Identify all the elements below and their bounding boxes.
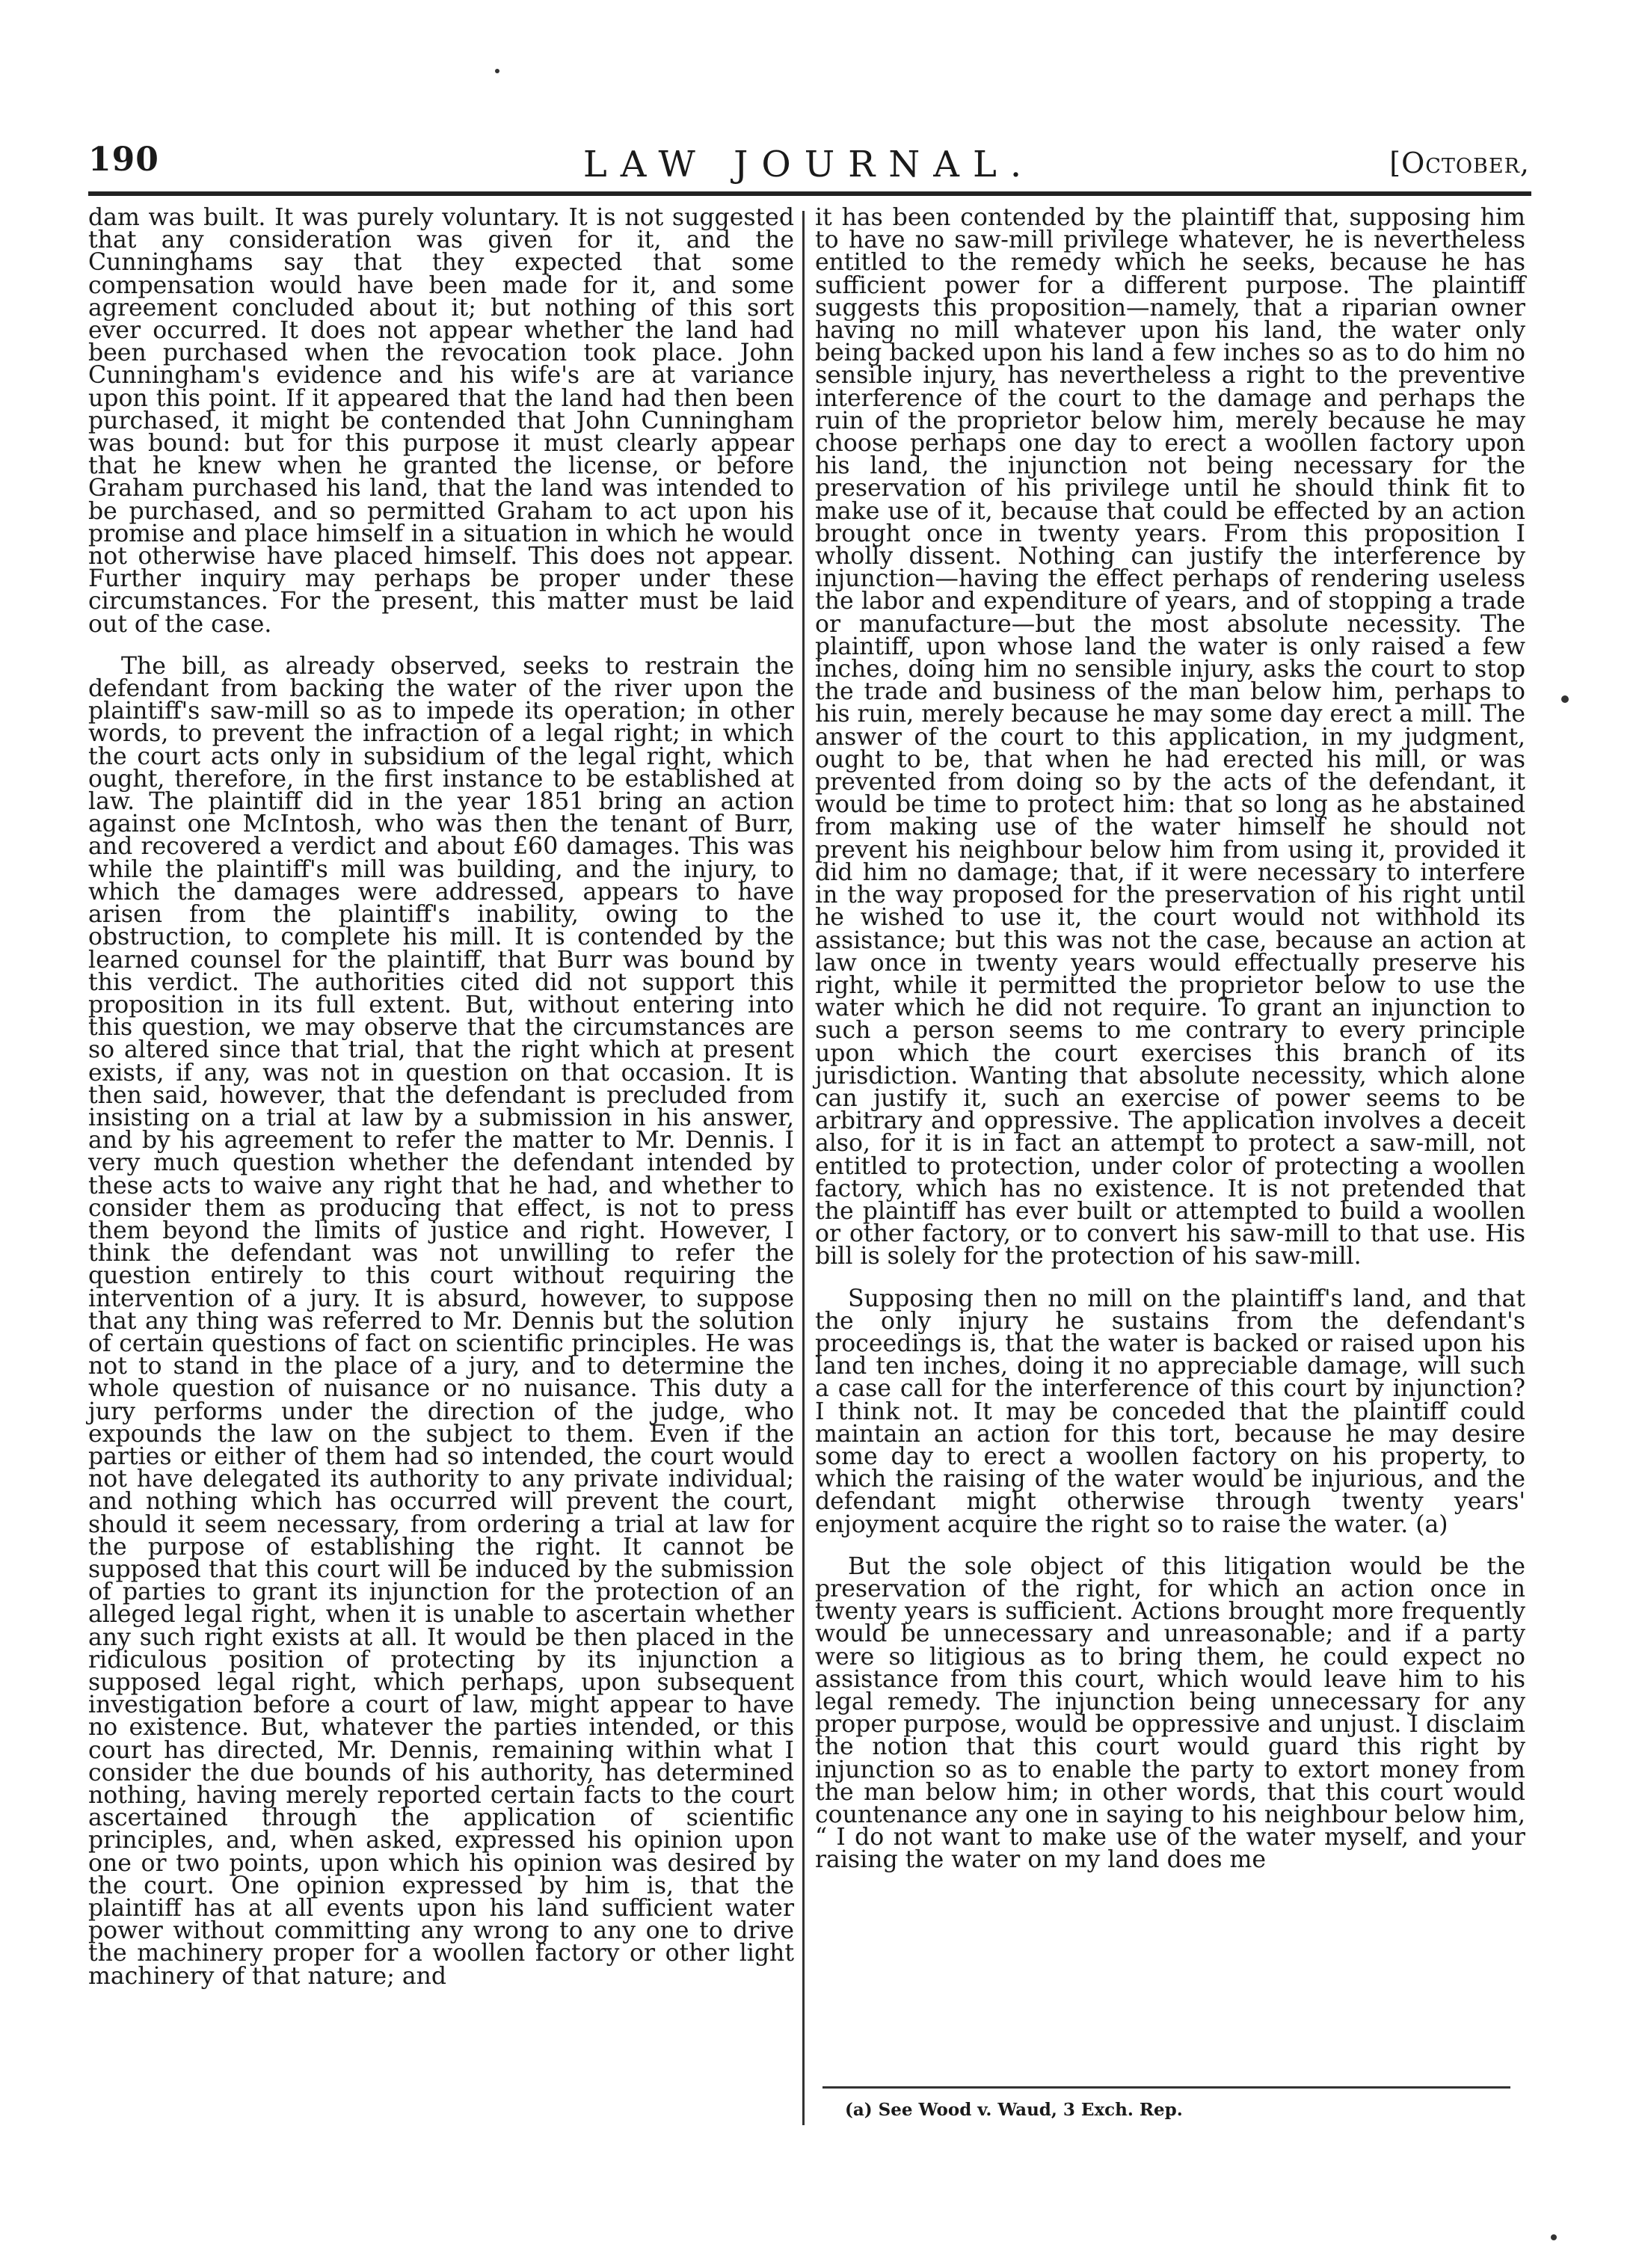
page-speck [1561, 695, 1569, 703]
page-speck [495, 69, 499, 73]
left-paragraph-2: The bill, as already observed, seeks to restrain the defendant from backing the water of the river upon the plaintiff's saw-mill so as to impede its operation; in other words, to prevent the infraction of a legal right; in which the court acts only in subsidium of the legal right, which ought, therefore, in the first instance to be established at law. The plaintiff did in the year 1851 bring an action against one McIntosh, who was then the tenant of Burr, and recovered a verdict and about £60 damages. This was while the plaintiff's mill was building, and the injury, to which the damages were addressed, appears to have arisen from the plaintiff's inability, owing to the obstruction, to complete his mill. It is contended by the learned counsel for the plaintiff, that Burr was bound by this verdict. The authorities cited did not support this proposition in its full extent. But, without entering into this question, we may observe that the circumstances are so altered since that trial, that the right which at present exists, if any, was not in question on that occasion. It is then said, however, that the defendant is precluded from insisting on a trial at law by a submission in his answer, and by his agreement to refer the matter to Mr. Dennis. I very much question whether the defendant intended by these acts to waive any right that he had, and whether to consider them as producing that effect, is not to press them beyond the limits of justice and right. However, I think the defendant was not unwilling to refer the question entirely to this court without requiring the intervention of a jury. It is absurd, however, to suppose that any thing was referred to Mr. Dennis but the solution of certain questions of fact on scientific principles. He was not to stand in the place of a jury, and to determine the whole question of nuisance or no nuisance. This duty a jury performs under the direction of the judge, who expounds the law on the subject to them. Even if the parties or either of them had so intended, the court would not have delegated its authority to any private individual; and nothing which has occurred will prevent the court, should it seem necessary, from ordering a trial at law for the purpose of establishing the right. It cannot be supposed that this court will be induced by the submission of parties to grant its injunction for the protection of an alleged legal right, when it is unable to ascertain whether any such right exists at all. It would be then placed in the ridiculous position of protecting by its injunction a supposed legal right, which perhaps, upon subsequent investigation before a court of law, might appear to have no existence. But, whatever the parties intended, or this court has directed, Mr. Dennis, remaining within what I consider the due bounds of his authority, has determined nothing, having merely reported certain facts to the court ascertained through the application of scientific principles, and, when asked, expressed his opinion upon one or two points, upon which his opinion was desired by the court. One opinion expressed by him is, that the plaintiff has at all events upon his land sufficient water power without committing any wrong to any one to drive the machinery proper for a woollen factory or other light machinery of that nature; and [88, 652, 794, 1990]
column-divider [802, 211, 805, 2125]
right-column [815, 206, 1525, 1872]
right-paragraph-3: But the sole object of this litigation would be the preservation of the right, for which an action once in twenty years is sufficient. Actions brought more frequently would be unnecessary and unreasonable; and if a party were so litigious as to bring them, he could expect no assistance from this court, which would leave him to his legal remedy. The injunction being unnecessary for any proper purpose, would be oppressive and unjust. I disclaim the notion that this court would guard this right by injunction so as to enable the party to extort money from the man below him; in other words, that this court would countenance any one in saying to his neighbour below him, “ I do not want to make use of the water myself, and your raising the water on my land does me [815, 1552, 1525, 1874]
journal-title: LAW JOURNAL. [582, 144, 1036, 185]
page-speck [1551, 2234, 1557, 2240]
footnote: (a) See Wood v. Waud, 3 Exch. Rep. [845, 2100, 1183, 2120]
right-paragraph-2: Supposing then no mill on the plaintiff's land, and that the only injury he sustains from the defendant's proceedings is, that the water is backed or raised upon his land ten inches, doing it no appreciable damage, will such a case call for the interference of this court by injunction? I think not. It may be conceded that the plaintiff could maintain an action for this tort, because he may desire some day to erect a woollen factory on his property, to which the raising of the water would be injurious, and the defendant might otherwise through twenty years' enjoyment acquire the right so to raise the water. (a) [815, 1285, 1525, 1538]
footnote-rule [822, 2086, 1510, 2089]
right-paragraph-1: it has been contended by the plaintiff that, supposing him to have no saw-mill privilege whatever, he is nevertheless entitled to the remedy which he seeks, because he has sufficient power for a different purpose. The plaintiff suggests this proposition—namely, that a riparian owner having no mill whatever upon his land, the water only being backed upon his land a few inches so as to do him no sensible injury, has nevertheless a right to the preventive interference of the court to the damage and perhaps the ruin of the proprietor below him, merely because he may choose perhaps one day to erect a woollen factory upon his land, the injunction not being necessary for the preservation of his privilege until he should think fit to make use of it, because that could be effected by an action brought once in twenty years. From this proposition I wholly dissent. Nothing can justify the interference by injunction—having the effect perhaps of rendering useless the labor and expenditure of years, and of stopping a trade or manufacture—but the most absolute necessity. The plaintiff, upon whose land the water is only raised a few inches, doing him no sensible injury, asks the court to stop the trade and business of the man below him, perhaps to his ruin, merely because he may some day erect a mill. The answer of the court to this application, in my judgment, ought to be, that when he had erected his mill, or was prevented from doing so by the acts of the defendant, it would be time to protect him: that so long as he abstained from making use of the water himself he should not prevent his neighbour below him from using it, provided it did him no damage; that, if it were necessary to interfere in the way proposed for the preservation of his right until he wished to use it, the court would not withhold its assistance; but this was not the case, because an action at law once in twenty years would effectually preserve his right, while it permitted the proprietor below to use the water which he did not require. To grant an injunction to such a person seems to me contrary to every principle upon which the court exercises this branch of its jurisdiction. Wanting that absolute necessity, which alone can justify it, such an exercise of power seems to be arbitrary and oppressive. The application involves a deceit also, for it is in fact an attempt to protect a saw-mill, not entitled to protection, under color of protecting a woollen factory, which has no existence. It is not pretended that the plaintiff has ever built or attempted to build a woollen or other factory, or to convert his saw-mill to that use. His bill is solely for the protection of his saw-mill. [815, 204, 1526, 1270]
running-head-month: [October, [1389, 147, 1530, 179]
header-rule [88, 191, 1531, 196]
left-paragraph-1: dam was built. It was purely voluntary. It is not suggested that any consideration was given for it, and the Cunninghams say that they expected that some compensation would have been made for it, and some agreement concluded about it; but nothing of this sort ever occurred. It does not appear whether the land had been purchased when the revocation took place. John Cunningham's evidence and his wife's are at variance upon this point. If it appeared that the land had then been purchased, it might be contended that John Cunningham was bound: but for this purpose it must clearly appear that he knew when he granted the license, or before Graham purchased his land, that the land was intended to be purchased, and so permitted Graham to act upon his promise and place himself in a situation in which he would not otherwise have placed himself. This does not appear. Further inquiry may perhaps be proper under these circumstances. For the present, this matter must be laid out of the case. [88, 204, 794, 638]
page-number: 190 [88, 141, 159, 179]
left-column [88, 206, 794, 1988]
page-header [88, 141, 1530, 185]
